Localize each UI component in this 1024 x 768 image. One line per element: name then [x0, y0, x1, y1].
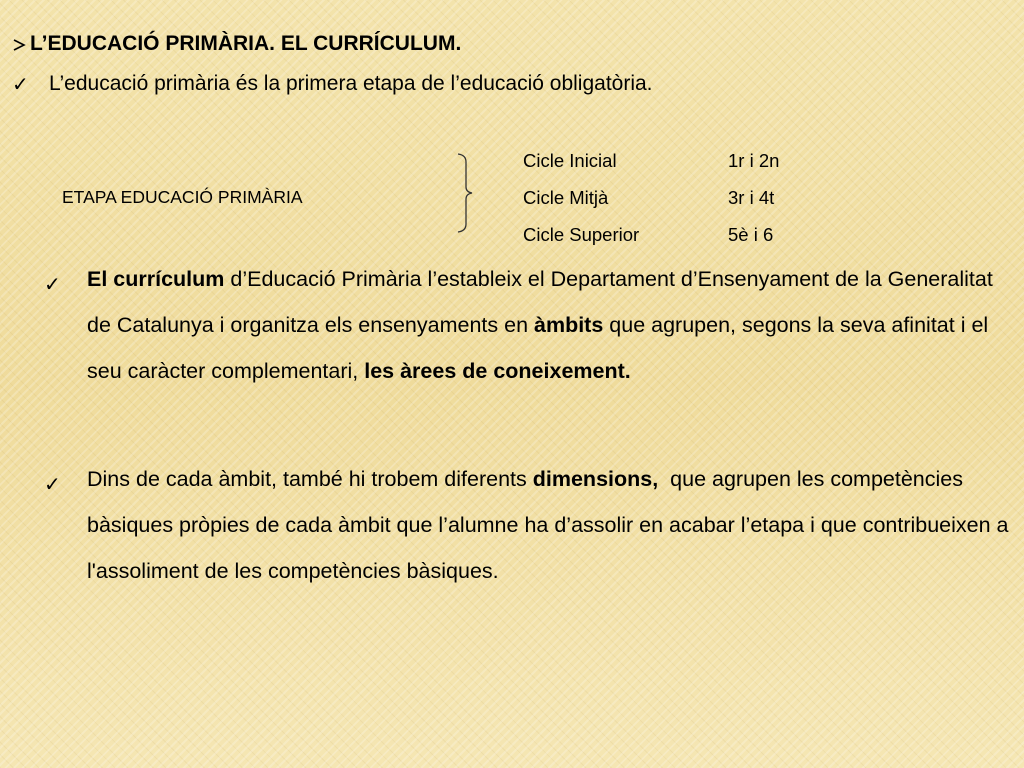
cycle-years: 5è i 6: [728, 224, 774, 245]
paragraph-run: les àrees de coneixement.: [364, 359, 631, 383]
paragraph-run: d’Educació Primària l’estableix el Departament d’Ensenyament de la Generalitat de Catalunya i organitza els ensenyaments en: [87, 267, 993, 337]
intro-text: L’educació primària és la primera etapa de l’educació obligatòria.: [49, 72, 653, 95]
cycle-name: Cicle Mitjà: [523, 187, 609, 208]
paragraph-run: dimensions,: [532, 467, 659, 491]
paragraph-run: El currículum: [87, 267, 225, 291]
cycle-name: Cicle Inicial: [523, 150, 617, 171]
cycle-years: 3r i 4t: [728, 187, 775, 208]
paragraph-text: [87, 256, 1012, 394]
intro-row: [12, 72, 653, 96]
checkmark-icon: ✓: [12, 72, 29, 96]
dimensions-paragraph: [44, 468, 1014, 594]
paragraph-text: [87, 456, 1015, 594]
curriculum-paragraph: [44, 268, 1014, 394]
checkmark-icon: ✓: [44, 472, 61, 496]
cycle-years: 1r i 2n: [728, 150, 780, 171]
brace-icon: [452, 152, 480, 234]
paragraph-run: que agrupen, segons la seva afinitat i el seu caràcter complementari,: [87, 313, 989, 383]
checkmark-icon: ✓: [44, 272, 61, 296]
arrow-right-icon: [12, 38, 26, 52]
cycle-name: Cicle Superior: [523, 224, 640, 245]
stage-label: ETAPA EDUCACIÓ PRIMÀRIA: [62, 187, 303, 207]
paragraph-run: que agrupen les competències bàsiques pròpies de cada àmbit que l’alumne ha d’assolir en acabar l’etapa i que contribueixen a l'assoliment de les competències bàsiques.: [87, 467, 1015, 583]
cycle-list: [523, 150, 779, 261]
paragraph-run: àmbits: [534, 313, 604, 337]
cycle-row: [523, 150, 779, 187]
paragraph-run: Dins de cada àmbit, també hi trobem diferents: [87, 467, 533, 491]
slide-title: L’EDUCACIÓ PRIMÀRIA. EL CURRÍCULUM.: [30, 32, 462, 55]
title-row: [12, 32, 461, 56]
cycle-row: [523, 187, 779, 224]
